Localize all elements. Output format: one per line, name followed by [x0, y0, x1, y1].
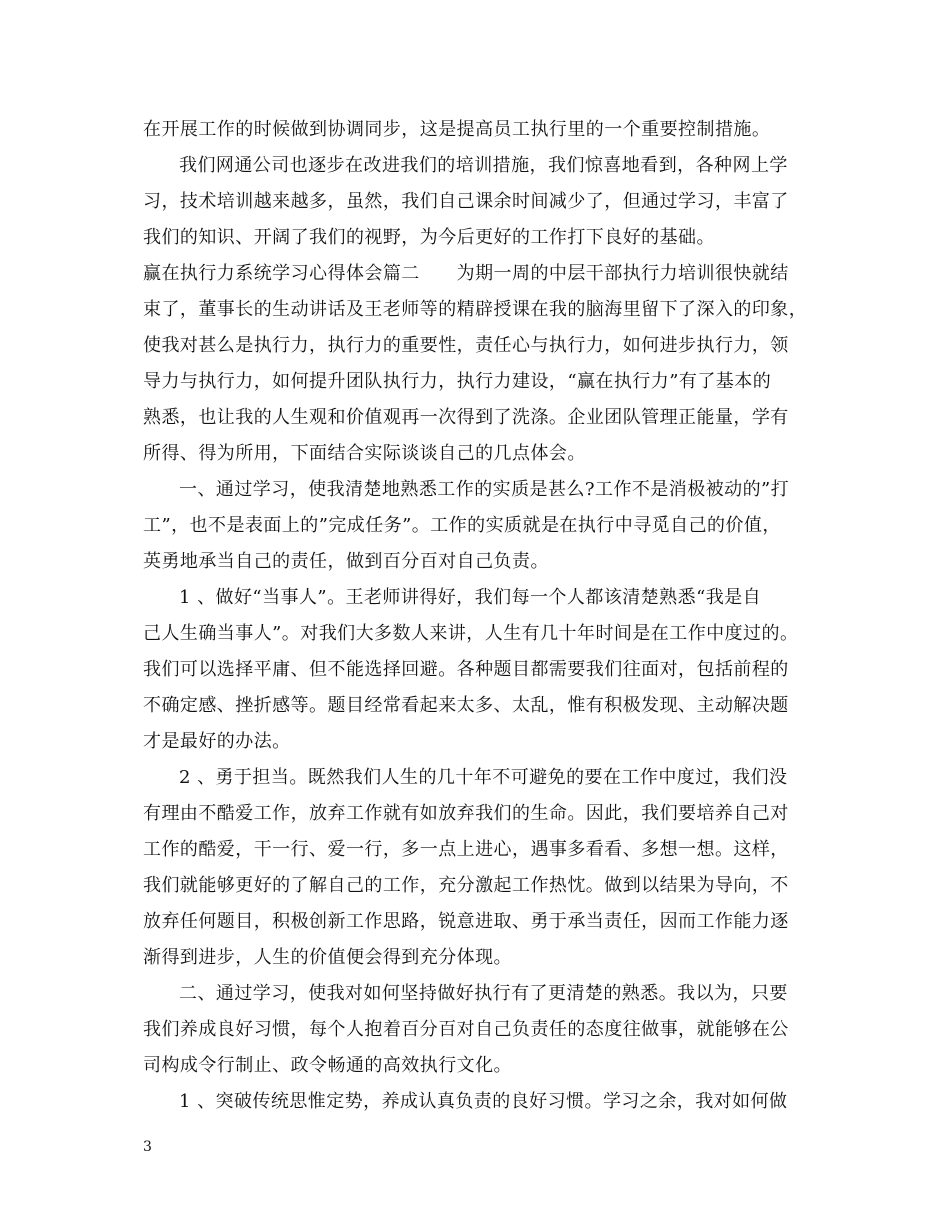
paragraph	[143, 1084, 815, 1120]
paragraph	[143, 472, 815, 580]
paragraph	[143, 112, 815, 148]
text-line: 己人生确当事人”。对我们大多数人来讲，人生有几十年时间是在工作中度过的。	[143, 623, 799, 644]
text-line: 导力与执行力，如何提升团队执行力，执行力建设，“赢在执行力”有了基本的	[143, 371, 772, 392]
text-line: 1 、做好“当事人”。王老师讲得好，我们每一个人都该清楚熟悉“我是自	[179, 587, 762, 608]
text-line: 二、通过学习，使我对如何坚持做好执行有了更清楚的熟悉。我以为，只要	[179, 983, 788, 1004]
paragraph	[143, 976, 815, 1084]
text-line: 赢在执行力系统学习心得体会篇二 为期一周的中层干部执行力培训很快就结	[143, 263, 789, 284]
text-line: 束了，董事长的生动讲话及王老师等的精辟授课在我的脑海里留下了深入的印象，	[143, 299, 808, 320]
text-line: 司构成令行制止、政令畅通的高效执行文化。	[143, 1055, 512, 1076]
paragraph	[143, 580, 815, 760]
text-line: 2 、勇于担当。既然我们人生的几十年不可避免的要在工作中度过，我们没	[179, 767, 788, 788]
text-line: 不确定感、挫折感等。题目经常看起来太多、太乱，惟有积极发现、主动解决题	[143, 695, 789, 716]
text-line: 英勇地承当自己的责任，做到百分百对自己负责。	[143, 551, 549, 572]
text-line: 使我对甚么是执行力，执行力的重要性，责任心与执行力，如何进步执行力，领	[143, 335, 789, 356]
text-line: 放弃任何题目，积极创新工作思路，锐意进取、勇于承当责任，因而工作能力逐	[143, 911, 789, 932]
text-line: 我们就能够更好的了解自己的工作，充分激起工作热忱。做到以结果为导向，不	[143, 875, 789, 896]
paragraph	[143, 148, 815, 256]
text-line: 我们的知识、开阔了我们的视野，为今后更好的工作打下良好的基础。	[143, 227, 715, 248]
document-body	[143, 112, 815, 1120]
paragraph	[143, 256, 815, 472]
text-line: 熟悉，也让我的人生观和价值观再一次得到了洗涤。企业团队管理正能量，学有	[143, 407, 789, 428]
text-line: 习，技术培训越来越多，虽然，我们自己课余时间减少了，但通过学习，丰富了	[143, 191, 789, 212]
text-line: 才是最好的办法。	[143, 731, 291, 752]
text-line: 渐得到进步，人生的价值便会得到充分体现。	[143, 947, 512, 968]
text-line: 在开展工作的时候做到协调同步，这是提高员工执行里的一个重要控制措施。	[143, 119, 771, 140]
text-line: 所得、得为所用，下面结合实际谈谈自己的几点体会。	[143, 443, 586, 464]
text-line: 我们可以选择平庸、但不能选择回避。各种题目都需要我们往面对，包括前程的	[143, 659, 789, 680]
text-line: 工作的酷爱，干一行、爱一行，多一点上进心，遇事多看看、多想一想。这样，	[143, 839, 789, 860]
text-line: 工”，也不是表面上的”完成任务”。工作的实质就是在执行中寻觅自己的价值，	[143, 515, 781, 536]
text-line: 1 、突破传统思惟定势，养成认真负责的良好习惯。学习之余，我对如何做	[179, 1091, 788, 1112]
paragraph	[143, 760, 815, 976]
text-line: 有理由不酷爱工作，放弃工作就有如放弃我们的生命。因此，我们要培养自己对	[143, 803, 789, 824]
page-number: 3	[143, 1139, 152, 1155]
text-line: 我们网通公司也逐步在改进我们的培训措施，我们惊喜地看到，各种网上学	[179, 155, 788, 176]
text-line: 我们养成良好习惯，每个人抱着百分百对自己负责任的态度往做事，就能够在公	[143, 1019, 789, 1040]
text-line: 一、通过学习，使我清楚地熟悉工作的实质是甚么?工作不是消极被动的”打	[179, 479, 790, 500]
